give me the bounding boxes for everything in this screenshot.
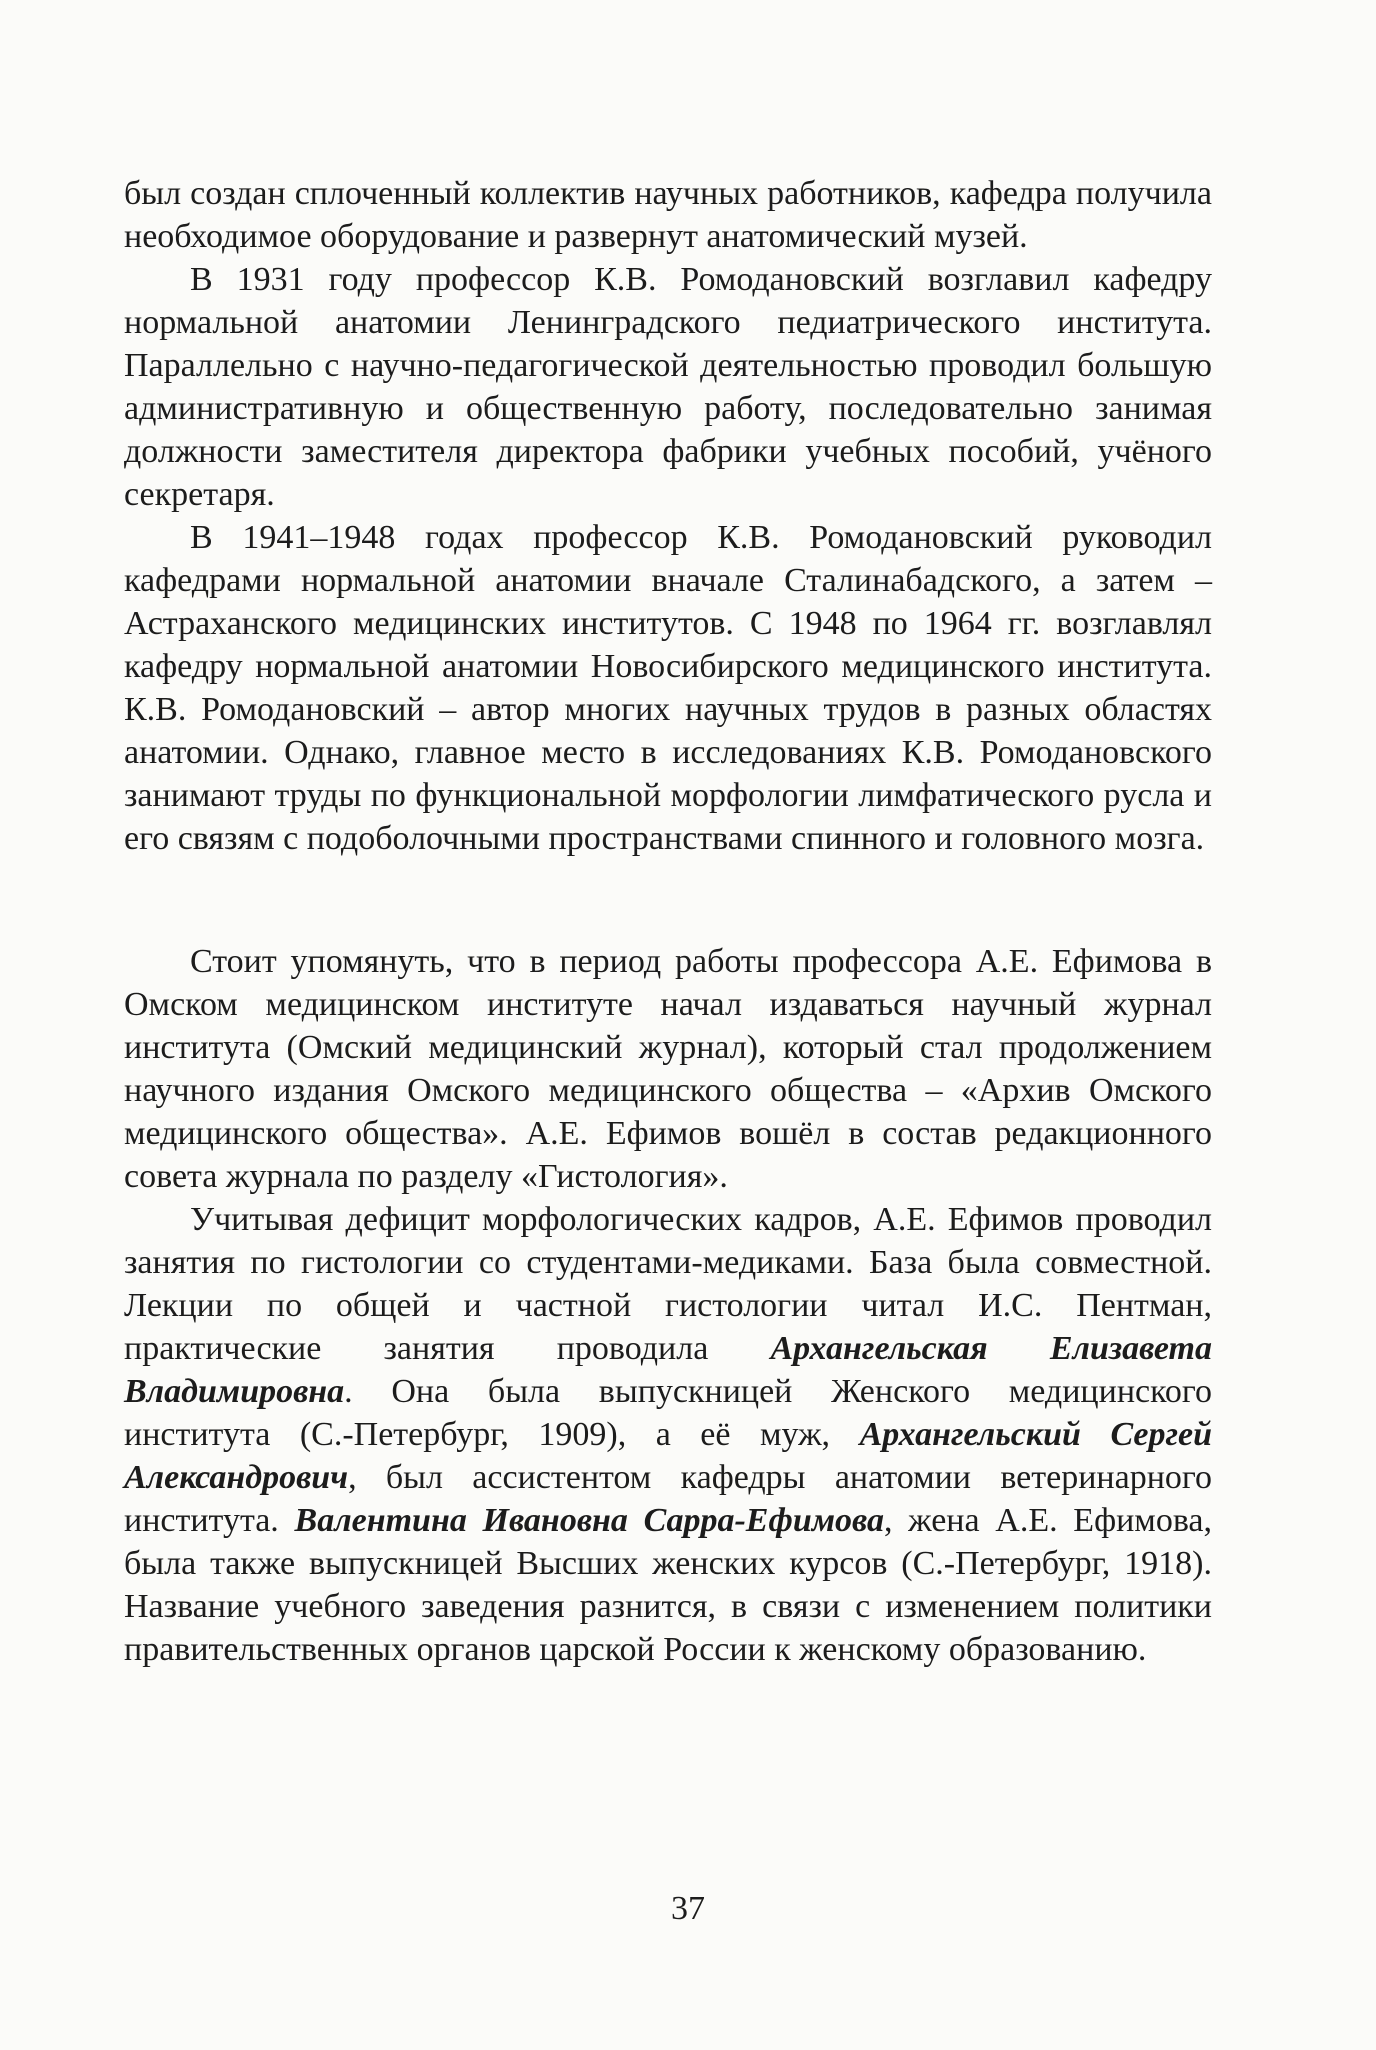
page-number: 37 [671,1890,705,1927]
paragraph-romodanovsky-1941: В 1941–1948 годах профессор К.В. Ромодановский руководил кафедрами нормальной анатомии вначале Сталинабадского, а затем – Астраханского медицинских институтов. С 1948 по 1964 гг. возглавлял кафедру нормальной анатомии Новосибирского медицинского института. К.В. Ромодановский – автор многих научных трудов в разных областях анатомии. Однако, главное место в исследованиях К.В. Ромодановского занимают труды по функциональной морфологии лимфатического русла и его связям с подоболочными пространствами спинного и головного мозга. [124,519,1212,857]
paragraph-romodanovsky-1931: В 1931 году профессор К.В. Ромодановский возглавил кафедру нормальной анатомии Ленинградского педиатрического института. Параллельно с научно-педагогической деятельностью проводил большую административную и общественную работу, последовательно занимая должности заместителя директора фабрики учебных пособий, учёного секретаря. [124,261,1212,513]
paragraph-continuation: был создан сплоченный коллектив научных работников, кафедра получила необходимое оборудование и развернут анатомический музей. [124,175,1212,255]
paragraph-text: Учитывая дефицит морфологических кадров, А.Е. Ефимов проводил занятия по гистологии со студентами-медиками. База была совместной. Лекции по общей и частной гистологии читал И.С. Пентман, практические занятия проводила [124,1201,1212,1367]
paragraph-histology-staff [124,1198,1212,1671]
paragraph-text: , был ассистентом кафедры анатомии ветеринарного института. [124,1459,1212,1539]
person-name: Архангельская Елизавета Владимировна [124,1330,1212,1410]
person-name: Архангельский Сергей Александрович [124,1416,1212,1496]
paragraph-omsk-journal: Стоит упомянуть, что в период работы профессора А.Е. Ефимова в Омском медицинском институте начал издаваться научный журнал института (Омский медицинский журнал), который стал продолжением научного издания Омского медицинского общества – «Архив Омского медицинского общества». А.Е. Ефимов вошёл в состав редакционного совета журнала по разделу «Гистология». [124,943,1212,1195]
text-section-1 [124,172,1212,860]
text-section-2 [124,940,1212,1671]
person-name: Валентина Ивановна Сарра-Ефимова [294,1502,884,1539]
paragraph-text: , жена А.Е. Ефимова, была также выпускницей Высших женских курсов (С.-Петербург, 1918). Название учебного заведения разнится, в связи с изменением политики правительственных органов царской России к женскому образованию. [124,1502,1213,1668]
paragraph-text: . Она была выпускницей Женского медицинского института (С.-Петербург, 1909), а её муж, [124,1373,1212,1453]
